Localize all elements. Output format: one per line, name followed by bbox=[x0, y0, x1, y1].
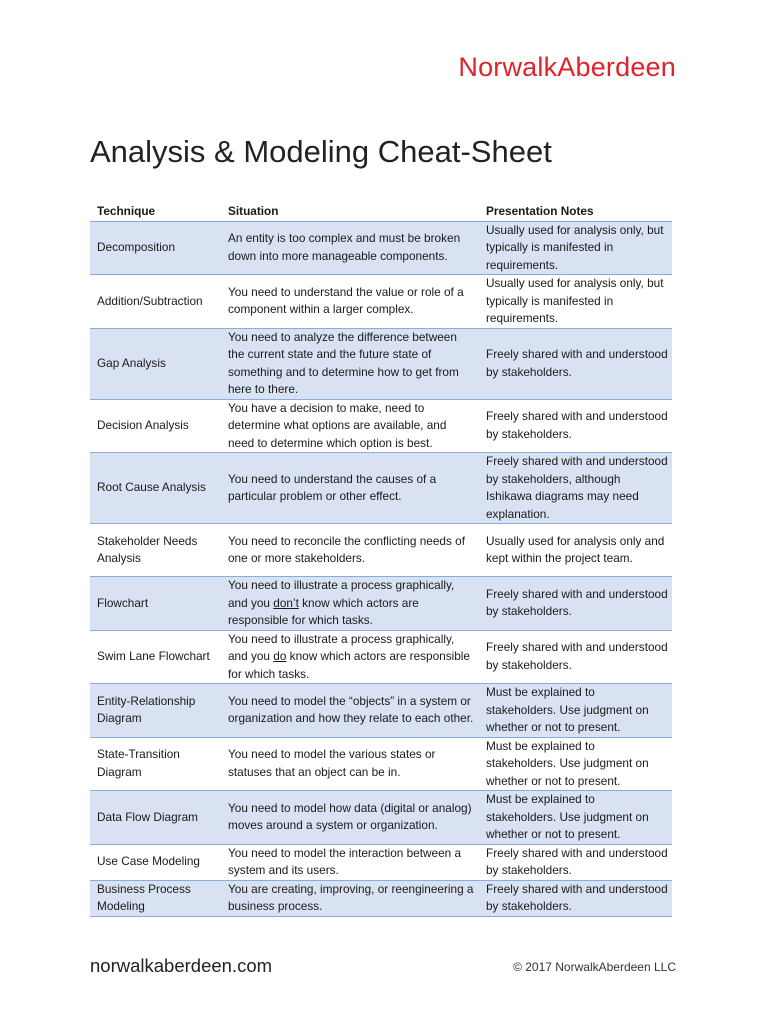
footer-website: norwalkaberdeen.com bbox=[90, 955, 273, 976]
situation-cell: You need to model the interaction between a system and its users. bbox=[221, 844, 479, 880]
header-situation: Situation bbox=[221, 203, 479, 221]
notes-cell: Freely shared with and understood by stakeholders, although Ishikawa diagrams may need explanation. bbox=[479, 453, 672, 524]
page-title: Analysis & Modeling Cheat-Sheet bbox=[90, 134, 552, 169]
situation-cell: You need to model how data (digital or analog) moves around a system or organization. bbox=[221, 791, 479, 845]
notes-cell: Usually used for analysis only, but typically is manifested in requirements. bbox=[479, 275, 672, 329]
notes-cell: Freely shared with and understood by stakeholders. bbox=[479, 630, 672, 684]
situation-text-end: know which actors are responsible for which tasks. bbox=[228, 595, 419, 627]
situation-cell: You are creating, improving, or reengineering a business process. bbox=[221, 880, 479, 916]
notes-cell: Usually used for analysis only and kept within the project team. bbox=[479, 524, 672, 577]
situation-cell bbox=[221, 630, 479, 684]
cheat-sheet-table bbox=[90, 203, 672, 917]
technique-cell: Swim Lane Flowchart bbox=[90, 630, 221, 684]
technique-cell: Entity-Relationship Diagram bbox=[90, 684, 221, 738]
situation-emphasis: do bbox=[273, 649, 287, 663]
technique-cell: Flowchart bbox=[90, 577, 221, 631]
notes-cell: Freely shared with and understood by stakeholders. bbox=[479, 399, 672, 453]
situation-text-end: know which actors are responsible for which tasks. bbox=[228, 649, 470, 681]
header-presentation-notes: Presentation Notes bbox=[479, 203, 672, 221]
notes-cell: Freely shared with and understood by stakeholders. bbox=[479, 328, 672, 399]
technique-cell: Data Flow Diagram bbox=[90, 791, 221, 845]
notes-cell: Usually used for analysis only, but typically is manifested in requirements. bbox=[479, 221, 672, 275]
technique-cell: Decomposition bbox=[90, 221, 221, 275]
situation-cell bbox=[221, 577, 479, 631]
situation-text-start: You need to illustrate a process graphically, and you bbox=[228, 578, 455, 610]
situation-cell: You need to model the “objects” in a system or organization and how they relate to each other. bbox=[221, 684, 479, 738]
technique-cell: Addition/Subtraction bbox=[90, 275, 221, 329]
notes-cell: Must be explained to stakeholders. Use judgment on whether or not to present. bbox=[479, 737, 672, 791]
table-row bbox=[90, 791, 672, 845]
notes-cell: Freely shared with and understood by stakeholders. bbox=[479, 577, 672, 631]
situation-cell: You need to analyze the difference between the current state and the future state of something and to determine how to get from here to there. bbox=[221, 328, 479, 399]
notes-cell: Must be explained to stakeholders. Use judgment on whether or not to present. bbox=[479, 791, 672, 845]
header-technique: Technique bbox=[90, 203, 221, 221]
situation-text-start: You need to illustrate a process graphically, and you bbox=[228, 631, 455, 663]
notes-cell: Must be explained to stakeholders. Use judgment on whether or not to present. bbox=[479, 684, 672, 738]
table-row bbox=[90, 630, 672, 684]
technique-cell: Root Cause Analysis bbox=[90, 453, 221, 524]
technique-cell: Stakeholder Needs Analysis bbox=[90, 524, 221, 577]
notes-cell: Freely shared with and understood by stakeholders. bbox=[479, 880, 672, 916]
technique-cell: Decision Analysis bbox=[90, 399, 221, 453]
table-row bbox=[90, 328, 672, 399]
situation-cell: You need to understand the causes of a particular problem or other effect. bbox=[221, 453, 479, 524]
technique-cell: Business Process Modeling bbox=[90, 880, 221, 916]
table-row bbox=[90, 399, 672, 453]
brand-logo-text: NorwalkAberdeen bbox=[458, 52, 676, 82]
table-row bbox=[90, 453, 672, 524]
table-row bbox=[90, 275, 672, 329]
situation-cell: You need to reconcile the conflicting needs of one or more stakeholders. bbox=[221, 524, 479, 577]
table-row bbox=[90, 684, 672, 738]
notes-cell: Freely shared with and understood by stakeholders. bbox=[479, 844, 672, 880]
technique-cell: Gap Analysis bbox=[90, 328, 221, 399]
situation-cell: An entity is too complex and must be broken down into more manageable components. bbox=[221, 221, 479, 275]
technique-cell: State-Transition Diagram bbox=[90, 737, 221, 791]
table-row bbox=[90, 524, 672, 577]
table-row bbox=[90, 221, 672, 275]
footer-copyright: © 2017 NorwalkAberdeen LLC bbox=[513, 960, 676, 974]
situation-cell: You need to understand the value or role of a component within a larger complex. bbox=[221, 275, 479, 329]
situation-emphasis: don’t bbox=[273, 595, 299, 610]
table-row bbox=[90, 880, 672, 916]
table-row bbox=[90, 737, 672, 791]
situation-cell: You need to model the various states or statuses that an object can be in. bbox=[221, 737, 479, 791]
situation-cell: You have a decision to make, need to determine what options are available, and need to determine which option is best. bbox=[221, 399, 479, 453]
table-header-row bbox=[90, 203, 672, 221]
table-row bbox=[90, 844, 672, 880]
technique-cell: Use Case Modeling bbox=[90, 844, 221, 880]
table-row bbox=[90, 577, 672, 631]
